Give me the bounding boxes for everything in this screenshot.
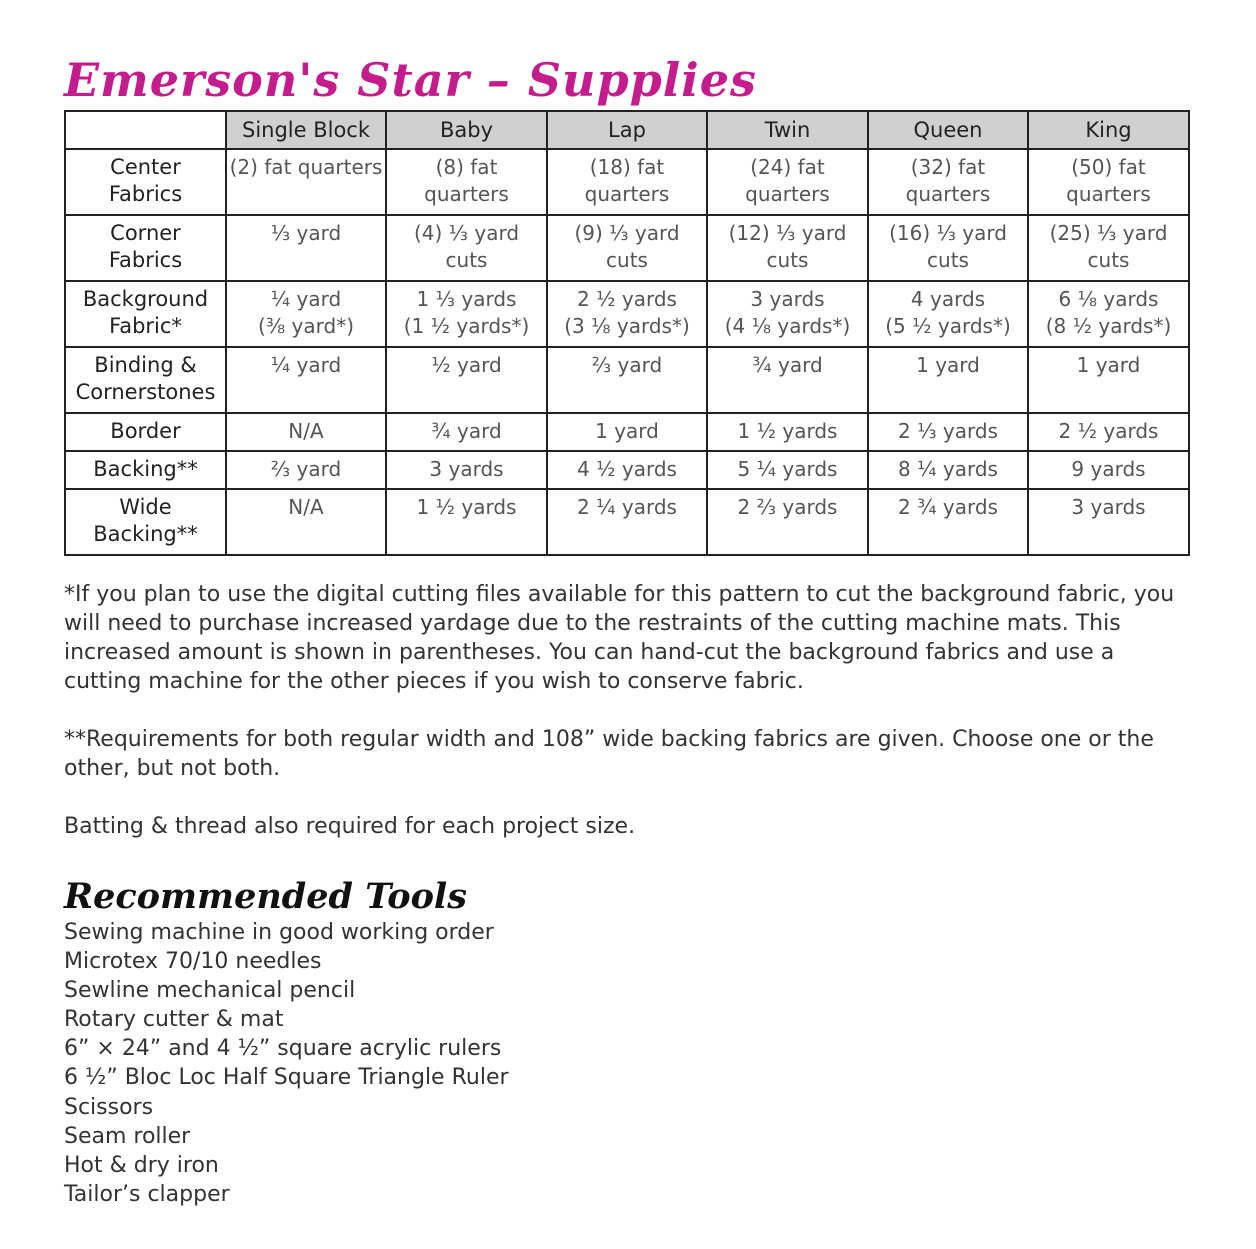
table-cell: (25) ⅓ yard cuts: [1028, 215, 1189, 281]
tools-heading: Recommended Tools: [64, 876, 467, 917]
table-cell: 4 ½ yards: [547, 451, 707, 489]
note-batting: Batting & thread also required for each project size.: [64, 814, 636, 839]
table-row: [65, 281, 1189, 347]
list-item: Sewline mechanical pencil: [64, 978, 356, 1004]
table-cell: (16) ⅓ yard cuts: [868, 215, 1028, 281]
footnote-backing: **Requirements for both regular width and 108” wide backing fabrics are given. Choose one or the other, but not both.: [64, 727, 1154, 781]
table-cell: 1 ½ yards: [707, 413, 868, 451]
footnote-cutting-files: *If you plan to use the digital cutting files available for this pattern to cut the background fabric, you will need to purchase increased yardage due to the restraints of the cutting machine mats. This increased amount is shown in parentheses. You can hand-cut the background fabrics and use a cutting machine for the other pieces if you wish to conserve fabric.: [64, 582, 1175, 694]
list-item: Rotary cutter & mat: [64, 1007, 284, 1033]
table-cell: 8 ¼ yards: [868, 451, 1028, 489]
table-cell: 3 yards (4 ⅛ yards*): [707, 281, 868, 347]
table-cell: (8) fat quarters: [386, 149, 547, 215]
table-cell: ⅔ yard: [547, 347, 707, 413]
table-cell: ⅔ yard: [226, 451, 386, 489]
row-label: Wide Backing**: [65, 489, 226, 555]
header-cell: [65, 111, 226, 149]
table-cell: 2 ¼ yards: [547, 489, 707, 555]
table-cell: ¾ yard: [386, 413, 547, 451]
table-cell: 6 ⅛ yards (8 ½ yards*): [1028, 281, 1189, 347]
table-cell: ¼ yard (⅜ yard*): [226, 281, 386, 347]
table-cell: 2 ⅔ yards: [707, 489, 868, 555]
table-cell: N/A: [226, 413, 386, 451]
table-cell: 2 ½ yards (3 ⅛ yards*): [547, 281, 707, 347]
table-cell: 1 yard: [868, 347, 1028, 413]
table-cell: 3 yards: [386, 451, 547, 489]
table-row: [65, 347, 1189, 413]
list-item: Hot & dry iron: [64, 1152, 219, 1178]
table-cell: (12) ⅓ yard cuts: [707, 215, 868, 281]
table-row: [65, 451, 1189, 489]
list-item: Seam roller: [64, 1123, 191, 1149]
row-label: Border: [65, 413, 226, 451]
supplies-table: [64, 110, 1190, 556]
header-cell: Queen: [868, 111, 1028, 149]
table-cell: 1 ⅓ yards (1 ½ yards*): [386, 281, 547, 347]
row-label: Center Fabrics: [65, 149, 226, 215]
table-header-row: [65, 111, 1189, 149]
list-item: Sewing machine in good working order: [64, 920, 494, 945]
row-label: Backing**: [65, 451, 226, 489]
list-item: 6 ½” Bloc Loc Half Square Triangle Ruler: [64, 1065, 509, 1091]
table-cell: 1 yard: [547, 413, 707, 451]
table-cell: (2) fat quarters: [226, 149, 386, 215]
header-cell: Single Block: [226, 111, 386, 149]
table-row: [65, 215, 1189, 281]
table-cell: 5 ¼ yards: [707, 451, 868, 489]
table-cell: 2 ½ yards: [1028, 413, 1189, 451]
header-cell: Lap: [547, 111, 707, 149]
table-cell: ½ yard: [386, 347, 547, 413]
table-cell: ¼ yard: [226, 347, 386, 413]
list-item: Tailor’s clapper: [64, 1181, 230, 1207]
row-label: Corner Fabrics: [65, 215, 226, 281]
table-cell: 1 yard: [1028, 347, 1189, 413]
table-cell: 9 yards: [1028, 451, 1189, 489]
table-cell: (18) fat quarters: [547, 149, 707, 215]
table-cell: (32) fat quarters: [868, 149, 1028, 215]
list-item: Scissors: [64, 1094, 154, 1120]
table-cell: ¾ yard: [707, 347, 868, 413]
table-row: [65, 413, 1189, 451]
table-row: [65, 489, 1189, 555]
table-cell: (50) fat quarters: [1028, 149, 1189, 215]
table-cell: N/A: [226, 489, 386, 555]
table-cell: 3 yards: [1028, 489, 1189, 555]
header-cell: Twin: [707, 111, 868, 149]
table-cell: 4 yards (5 ½ yards*): [868, 281, 1028, 347]
list-item: Microtex 70/10 needles: [64, 949, 322, 975]
row-label: Background Fabric*: [65, 281, 226, 347]
list-item: 6” × 24” and 4 ½” square acrylic rulers: [64, 1036, 502, 1062]
page-title: Emerson's Star – Supplies: [64, 53, 757, 107]
table-cell: (4) ⅓ yard cuts: [386, 215, 547, 281]
row-label: Binding & Cornerstones: [65, 347, 226, 413]
tools-list: [64, 918, 509, 1209]
table-cell: (24) fat quarters: [707, 149, 868, 215]
header-cell: King: [1028, 111, 1189, 149]
table-cell: 1 ½ yards: [386, 489, 547, 555]
table-row: [65, 149, 1189, 215]
table-cell: 2 ⅓ yards: [868, 413, 1028, 451]
table-cell: (9) ⅓ yard cuts: [547, 215, 707, 281]
table-cell: 2 ¾ yards: [868, 489, 1028, 555]
footnotes: [64, 580, 1188, 870]
table-cell: ⅓ yard: [226, 215, 386, 281]
header-cell: Baby: [386, 111, 547, 149]
